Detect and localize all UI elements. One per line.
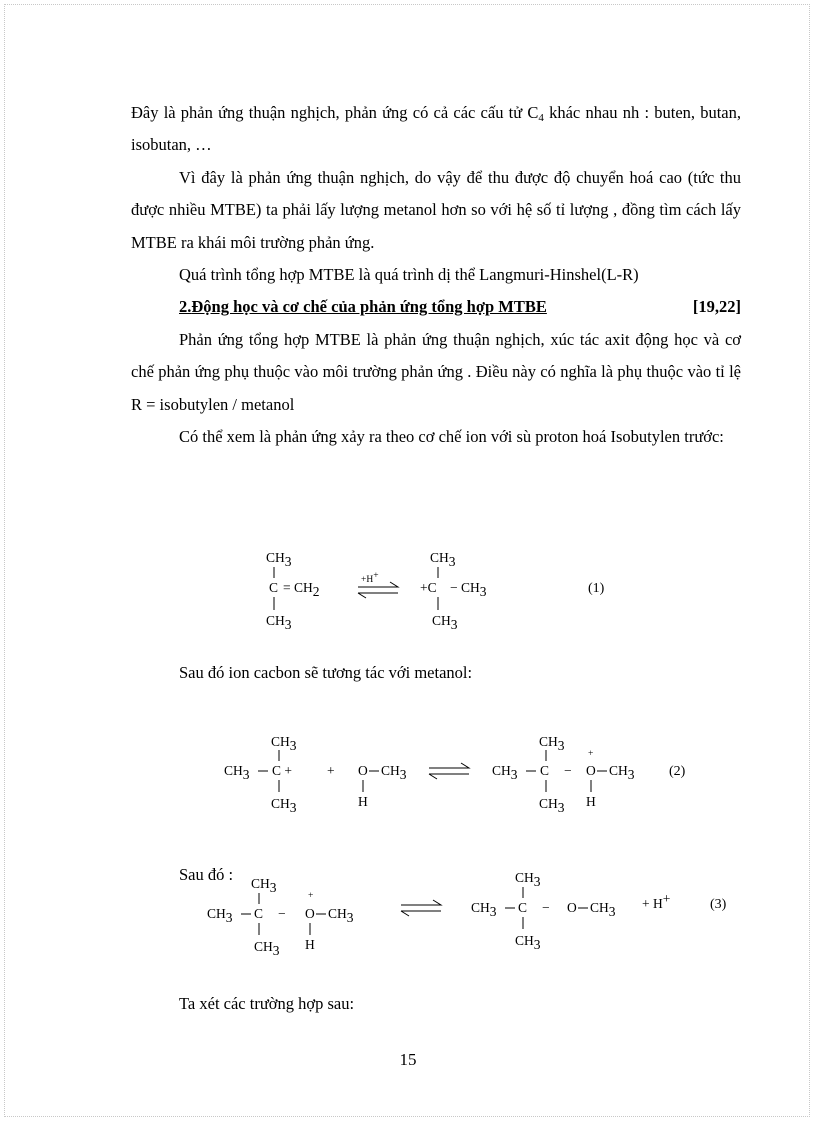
eq2-prod-ch3-bottom: CH3 [539,796,565,815]
page-number: 15 [399,1050,417,1069]
eq1-catalyst: +H+ [361,571,379,585]
eq3-ch3-top: CH3 [251,876,277,895]
equation-3 [205,866,745,961]
eq1-minus-ch3: − CH3 [450,580,487,599]
eq2-prod-h: H [586,794,596,809]
caption-eq2: Sau đó ion cacbon sẽ tương tác với metanol: [179,663,473,682]
eq3-minus: − [278,906,286,921]
eq3-prod-ch3-bottom: CH3 [515,933,541,952]
eq3-prod-ch3-top: CH3 [515,870,541,889]
eq1-ch3-top: CH3 [266,550,292,569]
eq3-label: (3) [710,897,727,912]
section-heading: 2.Động học và cơ chế của phản ứng tổng hợp MTBE [19,22] [179,297,741,317]
paragraph-1: Đây là phản ứng thuận nghịch, phản ứng có cả các cấu tử $C_4$ khác nhau nh : buten, butan, isobutan, … [131,103,742,155]
eq3-prod-o: O [567,900,577,915]
eq2-plus: + [327,763,335,778]
eq1-carbon: C [269,580,279,595]
eq1-ch3-top2: CH3 [430,550,456,569]
eq3-prod-ch3-right: CH3 [590,900,616,919]
paragraph-3: Quá trình tổng hợp MTBE là quá trình dị thể Langmuri-Hinshel(L-R) [179,265,639,285]
eq3-proton: + H+ [642,891,671,911]
eq2-prod-minus: − [564,763,572,778]
eq3-o: O [305,906,315,921]
paragraph-6: Có thể xem là phản ứng xảy ra theo cơ chế ion với sù proton hoá Isobutylen trước: [179,427,724,447]
eq1-ch2: = CH2 [283,580,320,599]
eq3-h: H [305,937,315,952]
equation-1 [250,540,630,635]
eq2-ch3-bottom: CH3 [271,796,297,815]
eq2-arrow-back [429,774,469,779]
eq2-ch3-top: CH3 [271,734,297,753]
paragraph-5: Phản ứng tổng hợp MTBE là phản ứng thuận nghịch, xúc tác axit động học và cơ chế phản ứng phụ thuộc vào môi trường phản ứng . Điều này có nghĩa là phụ thuộc vào tỉ lệ R = isobutylen / metanol [131,329,741,414]
eq2-prod-ch3-right: CH3 [609,763,635,782]
eq3-carbon: C [254,906,264,921]
eq3-oxonium-charge: + [308,891,314,901]
equation-2 [222,728,702,818]
caption-closing: Ta xét các trường hợp sau: [179,994,355,1013]
body-text-top [131,97,741,453]
eq3-prod-minus: − [542,900,550,915]
eq3-arrow-forward [401,900,441,905]
eq2-arrow-forward [429,763,469,768]
eq2-oxonium-charge: + [588,749,594,759]
eq3-prod-ch3-left: CH3 [471,900,497,919]
eq2-ch3-left: CH3 [224,763,250,782]
eq2-prod-ch3-left: CH3 [492,763,518,782]
eq2-prod-o: O [586,763,596,778]
eq2-methanol-o: O [358,763,368,778]
eq2-methanol-h: H [358,794,368,809]
paragraph-2: Vì đây là phản ứng thuận nghịch, do vậy để thu được độ chuyển hoá cao (tức thu được nhiều MTBE) ta phải lấy lượng metanol hơn so với hệ số tỉ lượng , đồng tìm cách lấy MTBE ra khái môi trường phản ứng. [131,167,741,252]
eq2-prod-carbon: C [540,763,550,778]
eq1-carbocation: +C [420,580,437,595]
eq2-methanol-ch3: CH3 [381,763,407,782]
eq2-carbocation: C + [272,763,292,778]
eq1-ch3-bottom: CH3 [266,613,292,632]
eq1-ch3-bottom2: CH3 [432,613,458,632]
eq1-label: (1) [588,581,605,596]
eq3-o-ch3: CH3 [328,906,354,925]
eq2-prod-ch3-top: CH3 [539,734,565,753]
eq3-prod-carbon: C [518,900,528,915]
eq3-arrow-back [401,911,441,916]
eq3-ch3-left: CH3 [207,906,233,925]
caption-eq3: Sau đó : [179,865,234,884]
eq1-arrow-back [358,593,398,598]
eq2-label: (2) [669,764,686,779]
eq3-ch3-bottom: CH3 [254,939,280,958]
